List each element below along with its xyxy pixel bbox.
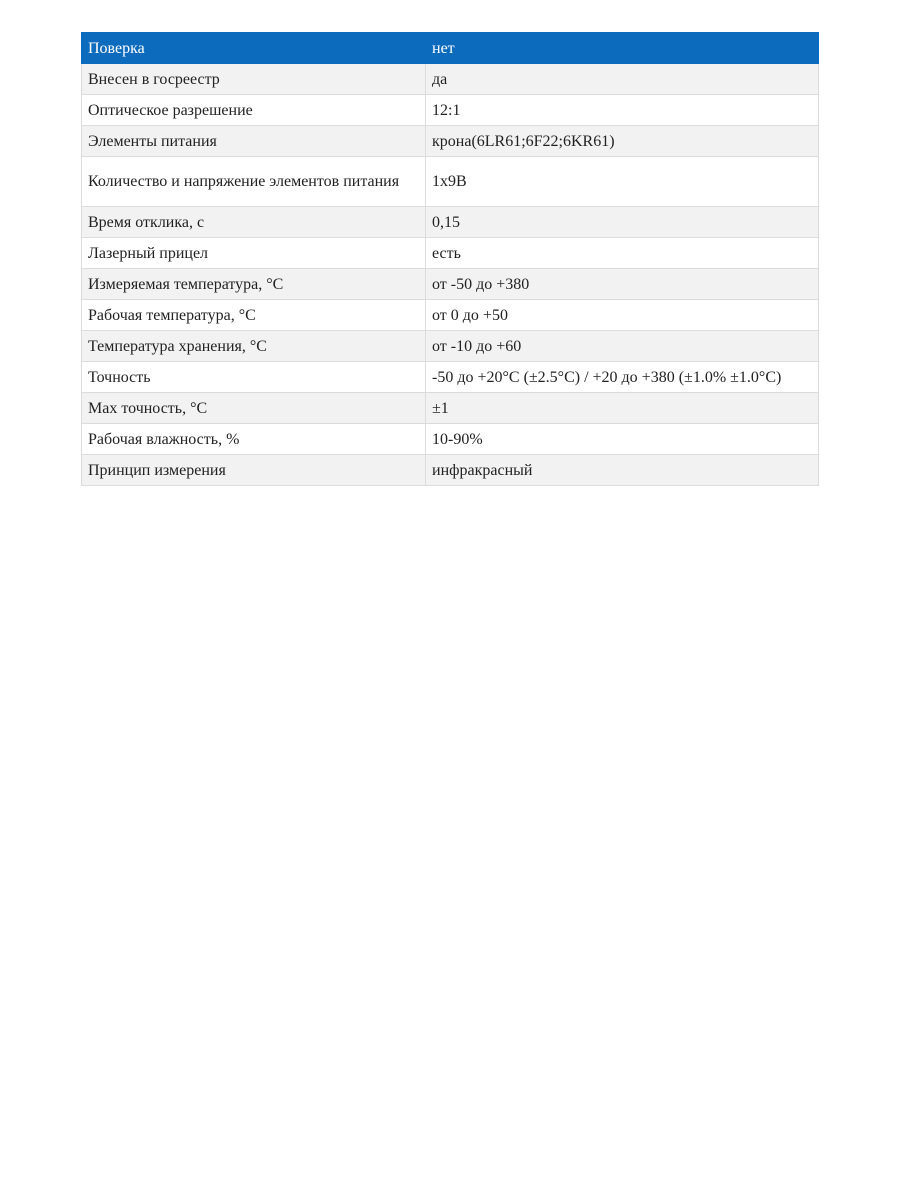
spec-value: от 0 до +50: [426, 300, 819, 331]
table-row: [82, 207, 819, 238]
table-row: [82, 455, 819, 486]
table-row: [82, 157, 819, 207]
table-row: [82, 362, 819, 393]
spec-label: Элементы питания: [82, 126, 426, 157]
spec-label: Принцип измерения: [82, 455, 426, 486]
spec-label: Max точность, °C: [82, 393, 426, 424]
table-row: [82, 64, 819, 95]
spec-value: 10-90%: [426, 424, 819, 455]
spec-value: 0,15: [426, 207, 819, 238]
spec-label: Рабочая температура, °C: [82, 300, 426, 331]
specifications-table: [81, 32, 819, 486]
table-row: [82, 238, 819, 269]
spec-value: да: [426, 64, 819, 95]
spec-value: от -10 до +60: [426, 331, 819, 362]
spec-label: Поверка: [82, 33, 426, 64]
spec-value: крона(6LR61;6F22;6KR61): [426, 126, 819, 157]
spec-value: 12:1: [426, 95, 819, 126]
table-row: [82, 95, 819, 126]
spec-label: Оптическое разрешение: [82, 95, 426, 126]
spec-label: Внесен в госреестр: [82, 64, 426, 95]
spec-value: есть: [426, 238, 819, 269]
table-header-row: [82, 33, 819, 64]
spec-value: от -50 до +380: [426, 269, 819, 300]
spec-label: Лазерный прицел: [82, 238, 426, 269]
spec-label: Количество и напряжение элементов питания: [82, 157, 426, 207]
spec-label: Время отклика, с: [82, 207, 426, 238]
spec-value: 1x9B: [426, 157, 819, 207]
spec-label: Температура хранения, °C: [82, 331, 426, 362]
table-row: [82, 126, 819, 157]
spec-value: нет: [426, 33, 819, 64]
spec-value: инфракрасный: [426, 455, 819, 486]
table-row: [82, 393, 819, 424]
table-row: [82, 424, 819, 455]
spec-value: -50 до +20°C (±2.5°C) / +20 до +380 (±1.0% ±1.0°C): [426, 362, 819, 393]
table-row: [82, 269, 819, 300]
table-row: [82, 331, 819, 362]
spec-label: Точность: [82, 362, 426, 393]
spec-label: Измеряемая температура, °C: [82, 269, 426, 300]
spec-label: Рабочая влажность, %: [82, 424, 426, 455]
table-row: [82, 300, 819, 331]
spec-value: ±1: [426, 393, 819, 424]
